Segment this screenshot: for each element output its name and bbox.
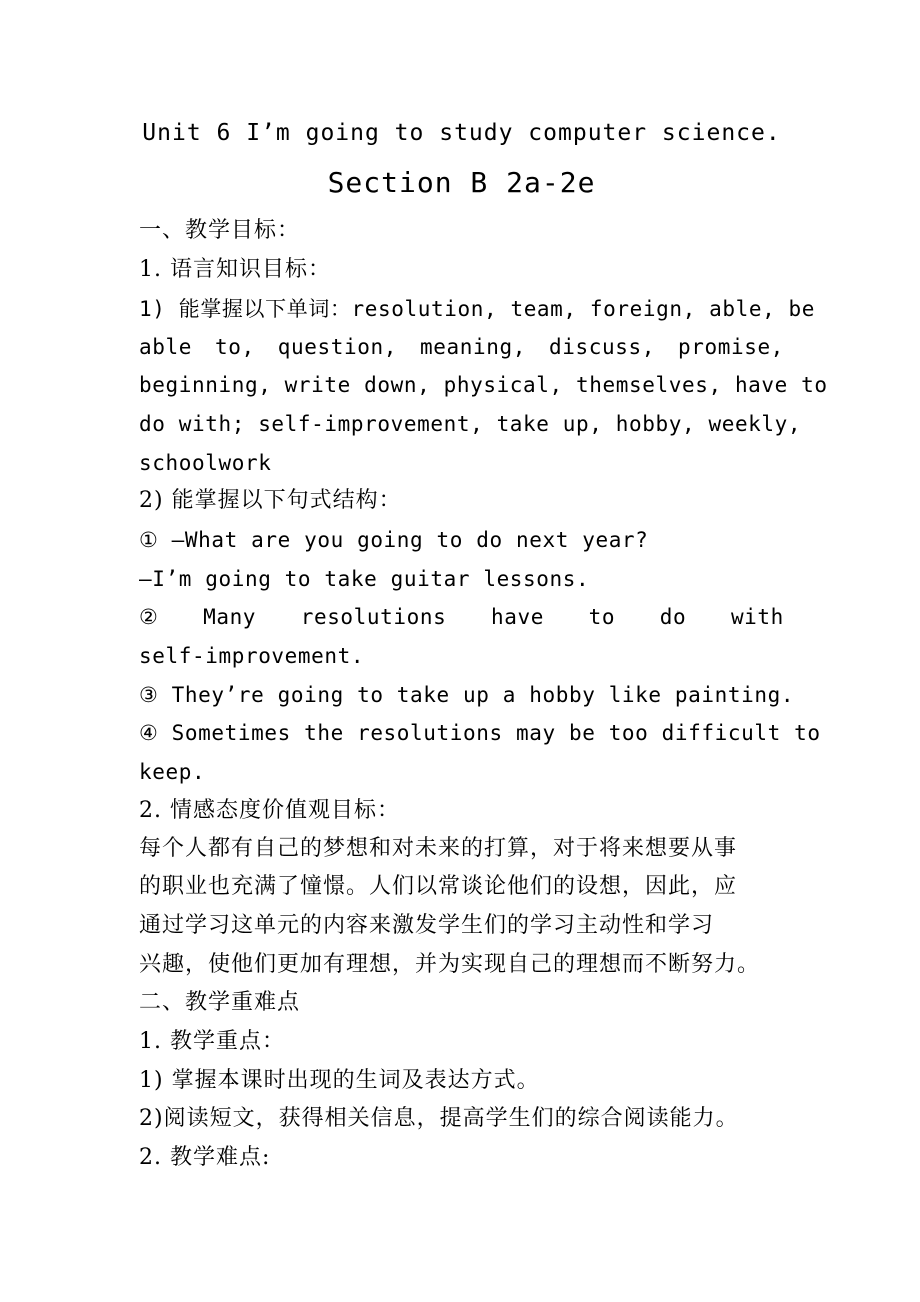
sentence-4-cont: keep.: [139, 760, 206, 784]
vocab-word: promise,: [677, 335, 784, 359]
sentence-4: ④ Sometimes the resolutions may be too difficult to: [139, 721, 821, 745]
sentence-word: Many: [203, 605, 257, 629]
key-point-2: 2)阅读短文，获得相关信息，提高学生们的综合阅读能力。: [139, 1106, 739, 1131]
vocab-line-4: do with; self-improvement, take up, hobby, weekly,: [139, 412, 802, 436]
sentence-word: to: [588, 605, 616, 629]
sentence-word: with: [730, 605, 784, 629]
vocab-word: meaning,: [420, 335, 526, 359]
heading-difficult-points: 2. 教学难点:: [139, 1145, 271, 1170]
vocab-line-1: 1) 能掌握以下单词：resolution, team, foreign, able, be: [139, 297, 816, 321]
vocab-line-5: schoolwork: [139, 451, 272, 475]
vocab-word: able: [139, 335, 192, 359]
sentence-word: do: [659, 605, 687, 629]
vocab-word: discuss,: [549, 335, 655, 359]
sentence-word: have: [491, 605, 545, 629]
heading-key-difficult-points: 二、教学重难点: [139, 990, 301, 1015]
heading-key-points: 1. 教学重点：: [139, 1029, 285, 1054]
vocab-line-3: beginning, write down, physical, themselves, have to: [139, 373, 828, 397]
heading-teaching-objectives: 一、教学目标：: [139, 218, 301, 243]
paragraph-line-3: 通过学习这单元的内容来激发学生们的学习主动性和学习: [139, 913, 715, 938]
vocab-word: to,: [215, 335, 255, 359]
paragraph-line-2: 的职业也充满了憧憬。人们以常谈论他们的设想，因此，应: [139, 874, 738, 899]
sentence-1-answer: —I’m going to take guitar lessons.: [139, 567, 590, 591]
document-subtitle: Section B 2a-2e: [327, 166, 596, 199]
heading-attitude-objectives: 2. 情感态度价值观目标：: [139, 798, 400, 823]
key-point-1: 1) 掌握本课时出现的生词及表达方式。: [139, 1068, 540, 1093]
paragraph-line-4: 兴趣，使他们更加有理想，并为实现自己的理想而不断努力。: [139, 952, 761, 977]
vocab-line-2: [139, 332, 784, 362]
document-title: Unit 6 I’m going to study computer science.: [142, 120, 781, 146]
vocab-word: question,: [277, 335, 397, 359]
sentence-word: ②: [139, 605, 159, 629]
sentence-1: ① —What are you going to do next year?: [139, 528, 649, 552]
sentence-3: ③ They’re going to take up a hobby like painting.: [139, 683, 795, 707]
heading-sentence-structures: 2) 能掌握以下句式结构：: [139, 488, 402, 513]
paragraph-line-1: 每个人都有自己的梦想和对未来的打算，对于将来想要从事: [139, 836, 738, 861]
sentence-2-cont: self-improvement.: [139, 644, 365, 668]
sentence-2: [139, 602, 784, 632]
sentence-word: resolutions: [300, 605, 447, 629]
heading-language-objectives: 1. 语言知识目标：: [139, 257, 331, 282]
